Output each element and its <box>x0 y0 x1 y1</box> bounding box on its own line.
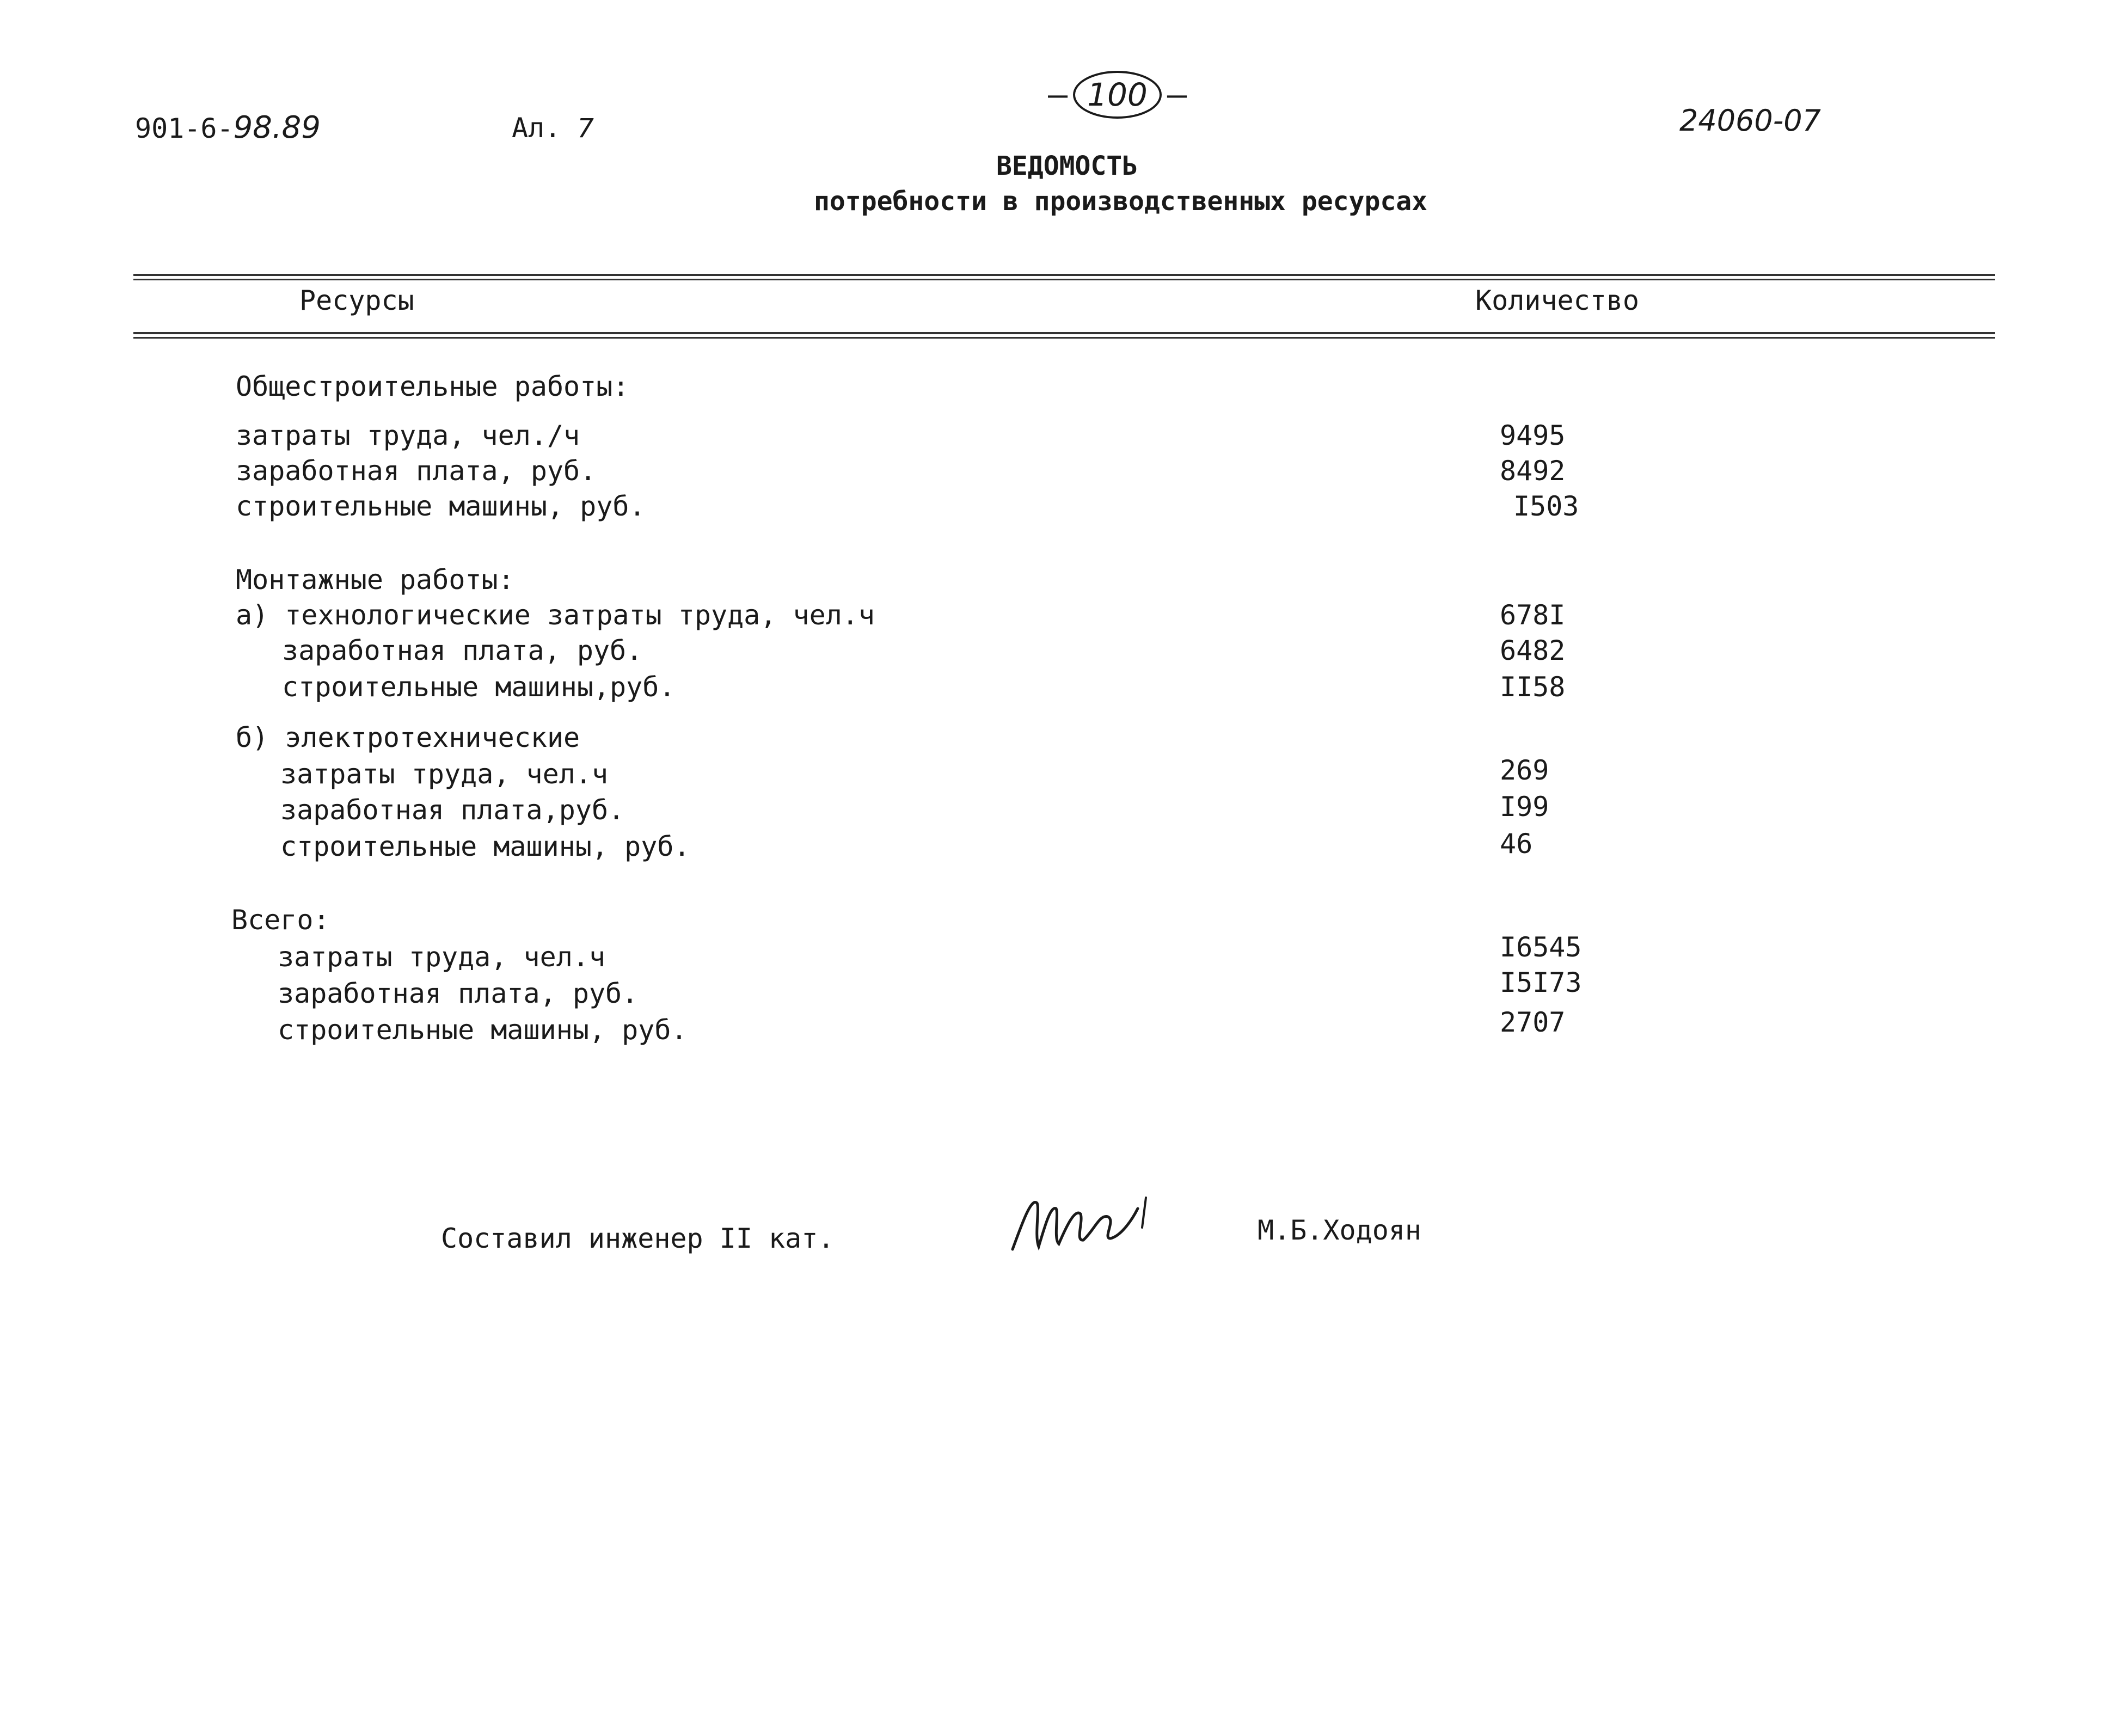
row-label: строительные машины, руб. <box>236 490 646 522</box>
row-value: 269 <box>1500 754 1549 786</box>
table-rule-top <box>133 274 1995 276</box>
section-heading-installation: Монтажные работы: <box>236 564 514 596</box>
page-number-dash-right: – <box>1167 76 1187 114</box>
page-number-value: 100 <box>1073 71 1162 119</box>
document-number: 24060-07 <box>1679 103 1821 138</box>
row-label: затраты труда, чел./ч <box>236 420 580 451</box>
row-value: I99 <box>1500 791 1549 823</box>
row-label: а) технологические затраты труда, чел.ч <box>236 599 875 631</box>
row-label: заработная плата, руб. <box>282 635 643 666</box>
row-label: строительные машины,руб. <box>282 671 676 703</box>
sheet-label <box>512 112 594 145</box>
document-code-handwritten: 98.89 <box>233 110 321 145</box>
row-value: 46 <box>1500 828 1533 860</box>
signer-name: М.Б.Ходоян <box>1258 1214 1422 1246</box>
table-rule-top-inner <box>133 279 1995 280</box>
row-value: 2707 <box>1500 1007 1566 1038</box>
section-heading-total: Всего: <box>231 904 330 936</box>
row-label: заработная плата,руб. <box>280 794 625 826</box>
document-code-printed: 901-6- <box>135 113 234 144</box>
signature <box>1007 1176 1165 1263</box>
row-value: 9495 <box>1500 420 1566 451</box>
row-value: 678I <box>1500 599 1566 631</box>
page-number-dash-left: – <box>1048 76 1068 114</box>
sheet-number: 7 <box>577 113 594 144</box>
row-value: I6545 <box>1500 931 1582 963</box>
column-header-quantity: Количество <box>1475 285 1640 316</box>
subsection-heading-electrical: б) электротехнические <box>236 722 580 753</box>
sheet-prefix: Ал. <box>512 112 561 144</box>
table-rule-bottom-inner <box>133 337 1995 339</box>
page-number <box>1048 71 1187 119</box>
row-value: I503 <box>1513 490 1579 522</box>
section-heading-general-construction: Общестроительные работы: <box>236 371 629 402</box>
row-label: затраты труда, чел.ч <box>278 941 606 973</box>
row-label: заработная плата, руб. <box>236 455 597 487</box>
row-value: I5I73 <box>1500 967 1582 998</box>
column-header-resources: Ресурсы <box>299 285 414 316</box>
row-label: заработная плата, руб. <box>278 978 639 1009</box>
row-value: II58 <box>1500 671 1566 703</box>
table-rule-bottom <box>133 332 1995 334</box>
page-subtitle: потребности в производственных ресурсах <box>814 186 1428 217</box>
page-title: ВЕДОМОСТЬ <box>996 151 1138 181</box>
compiled-by-label: Составил инженер II кат. <box>441 1223 835 1254</box>
document-code <box>135 112 321 145</box>
row-value: 8492 <box>1500 455 1566 487</box>
row-value: 6482 <box>1500 635 1566 666</box>
row-label: строительные машины, руб. <box>280 831 690 862</box>
row-label: строительные машины, руб. <box>278 1014 688 1046</box>
row-label: затраты труда, чел.ч <box>280 758 609 790</box>
